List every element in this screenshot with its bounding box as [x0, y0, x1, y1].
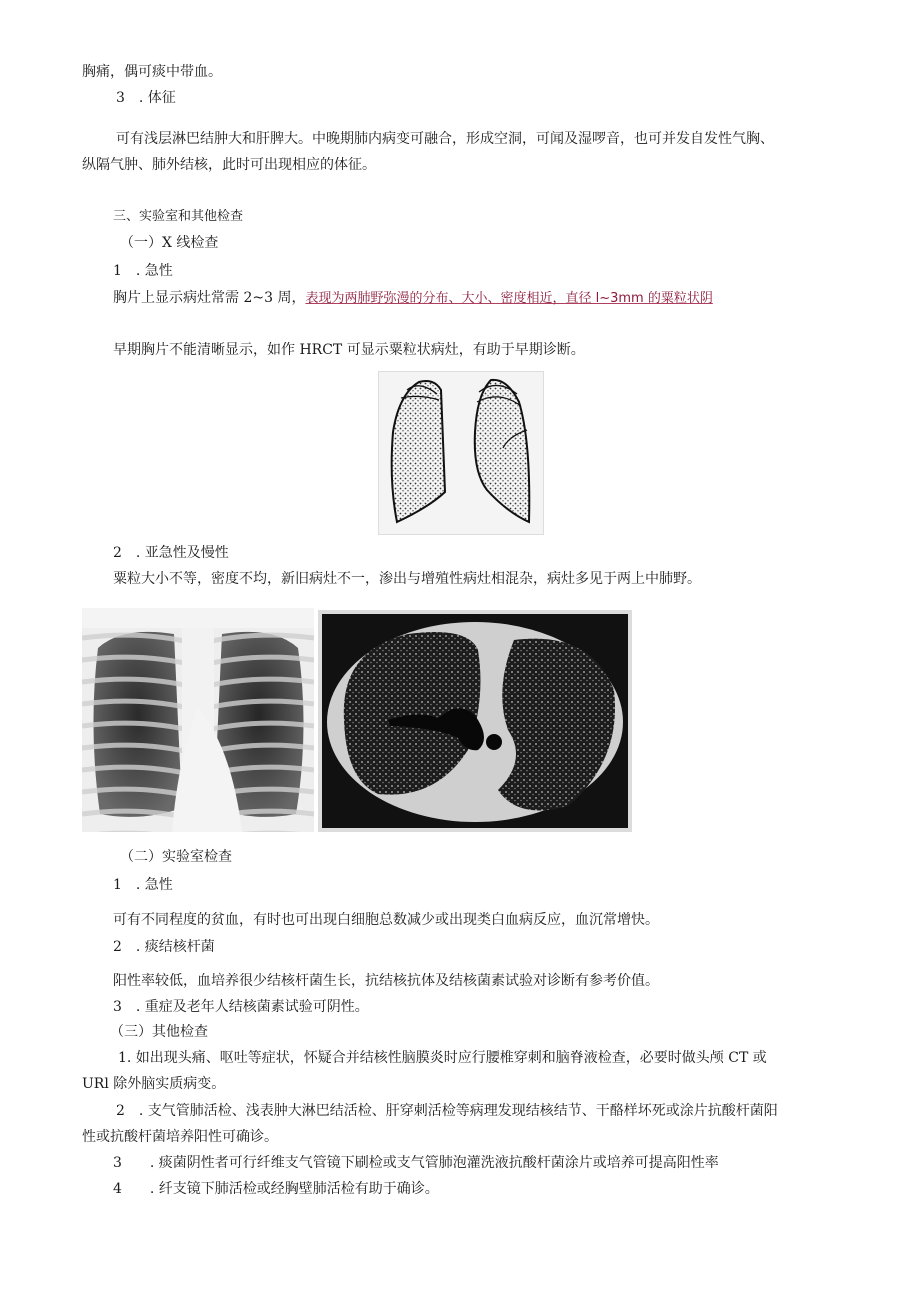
text-line: 早期胸片不能清晰显示，如作 HRCT 可显示粟粒状病灶，有助于早期诊断。 — [113, 342, 585, 358]
text-line: 1. 如出现头痛、呕吐等症状，怀疑合并结核性脑膜炎时应行腰椎穿刺和脑脊液检查，必要时做头颅 CT 或 — [118, 1050, 767, 1066]
highlighted-text: 表现为两肺野弥漫的分布、大小、密度相近，直径 l~3mm 的粟粒状阴 — [305, 291, 713, 306]
text-line: 阳性率较低，血培养很少结核杆菌生长，抗结核抗体及结核菌素试验对诊断有参考价值。 — [113, 973, 659, 989]
text-line: URl 除外脑实质病变。 — [82, 1076, 226, 1092]
text-segment: 胸片上显示病灶常需 2~3 周， — [113, 290, 306, 306]
chest-xray-image — [82, 608, 314, 832]
text-line: 3 . 痰菌阴性者可行纤维支气管镜下刷检或支气管肺泡灌洗液抗酸杆菌涂片或培养可提高阳性率 — [113, 1155, 719, 1171]
text-line — [113, 288, 713, 309]
text-line: 粟粒大小不等，密度不均，新旧病灶不一，渗出与增殖性病灶相混杂，病灶多见于两上中肺野。 — [113, 571, 701, 587]
text-line: 4 . 纤支镜下肺活检或经胸壁肺活检有助于确诊。 — [113, 1181, 439, 1197]
text-line: 胸痛，偶可痰中带血。 — [82, 64, 222, 80]
subheading: （一）X 线检查 — [120, 235, 219, 251]
text-line: 纵隔气肿、肺外结核，此时可出现相应的体征。 — [82, 157, 376, 173]
subheading: 2 . 痰结核杆菌 — [113, 939, 215, 955]
text-line: 2 . 支气管肺活检、浅表肿大淋巴结活检、肝穿刺活检等病理发现结核结节、干酪样坏死或涂片抗酸杆菌阳 — [116, 1103, 778, 1119]
miliary-lung-diagram — [378, 371, 544, 535]
text-line: 性或抗酸杆菌培养阳性可确诊。 — [82, 1129, 278, 1145]
subheading: （三）其他检查 — [110, 1024, 208, 1040]
subheading: 1 . 急性 — [113, 877, 173, 893]
hrct-scan-image — [318, 610, 632, 832]
subheading: （二）实验室检查 — [120, 849, 232, 865]
text-line: 可有浅层淋巴结肿大和肝脾大。中晚期肺内病变可融合，形成空洞，可闻及湿啰音，也可并发自发性气胸、 — [116, 131, 774, 147]
text-line: 3 . 重症及老年人结核菌素试验可阴性。 — [113, 999, 369, 1015]
text-line: 可有不同程度的贫血，有时也可出现白细胞总数减少或出现类白血病反应，血沉常增快。 — [113, 912, 659, 928]
subheading: 3 . 体征 — [116, 90, 176, 106]
section-heading: 三、实验室和其他检查 — [113, 209, 244, 224]
subheading: 2 . 亚急性及慢性 — [113, 545, 229, 561]
subheading: 1 . 急性 — [113, 263, 173, 279]
